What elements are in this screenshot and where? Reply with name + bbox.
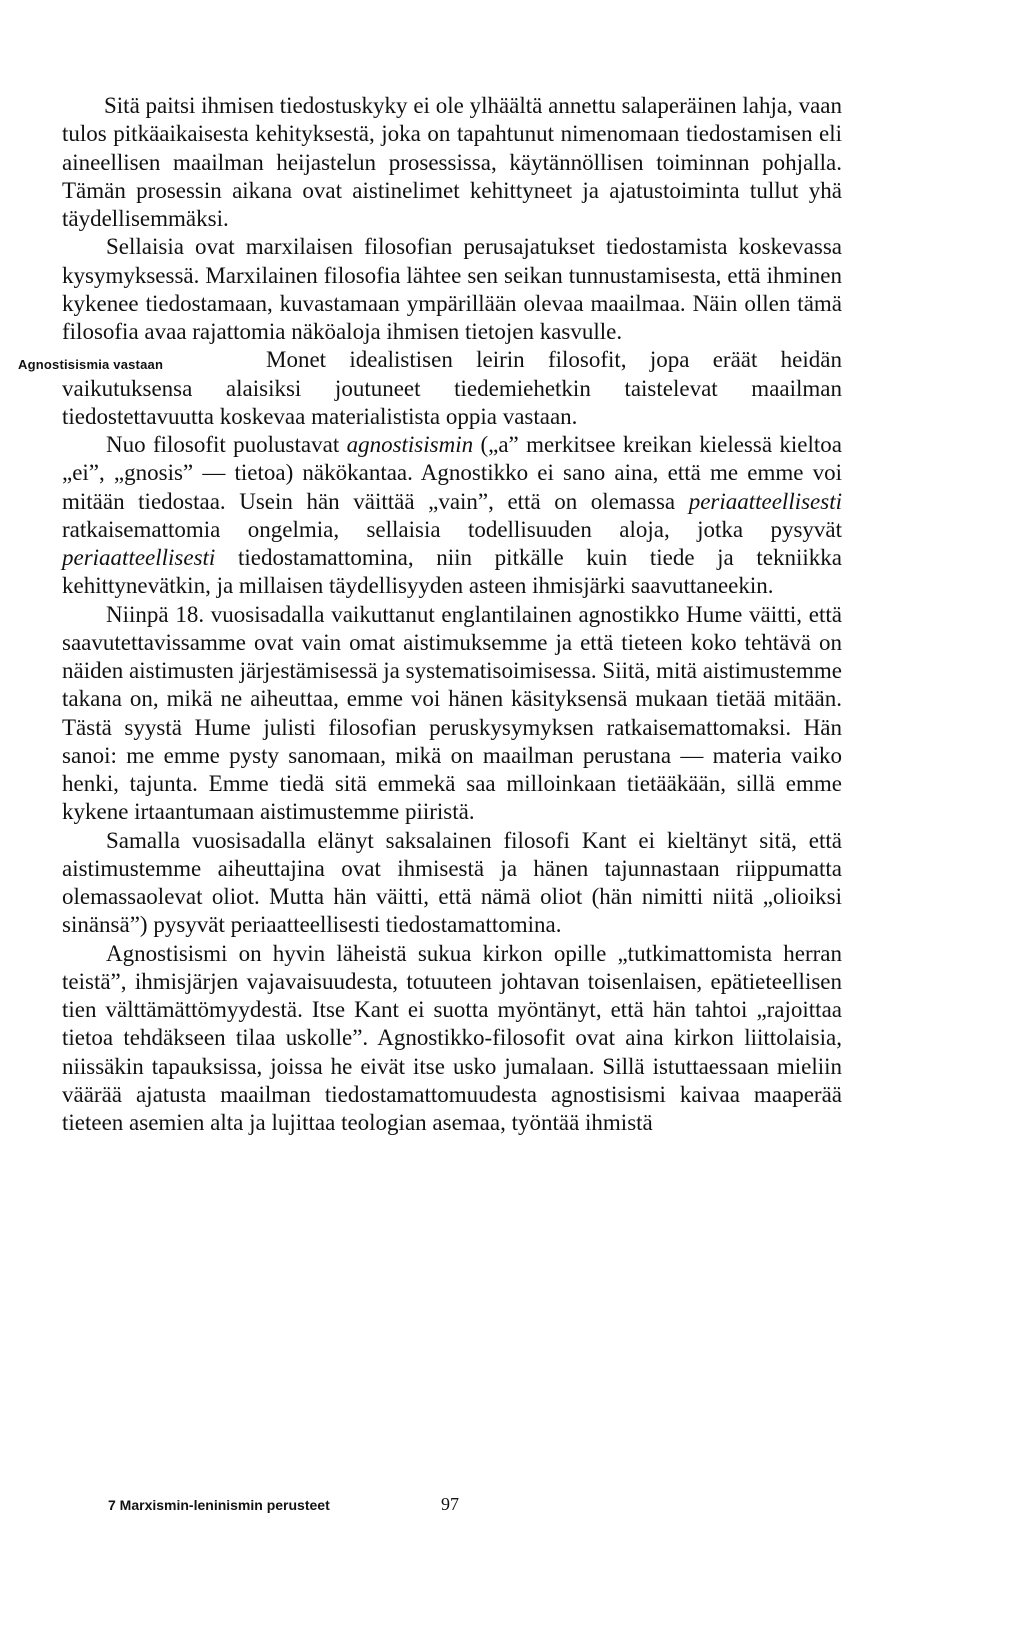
paragraph-3	[18, 346, 842, 431]
paragraph-2: Sellaisia ovat marxilaisen filosofian perusajatukset tiedostamista koskevassa kysymyksessä. Marxilainen filosofia lähtee sen seikan tunnustamisesta, että ihminen kykenee tiedostamaan, kuvastamaan ympärillään olevaa maailmaa. Näin ollen tämä filosofia avaa rajattomia näköaloja ihmisen tietojen kasvulle.	[62, 234, 842, 344]
paragraph-4-part-1: Nuo filosofit puolustavat	[106, 432, 347, 457]
page-number: 97	[441, 1494, 459, 1514]
paragraph-5: Niinpä 18. vuosisadalla vaikuttanut englantilainen agnostikko Hume väitti, että saavutettavissamme ovat vain omat aistimuksemme ja että tieteen koko tehtävä on näiden aistimusten järjestämisessä ja systematisoimisessa. Siitä, mitä aistimustemme takana on, mikä ne aiheuttaa, emme voi hänen käsityksensä mukaan tietää mitään. Tästä syystä Hume julisti filosofian peruskysymyksen ratkaisemattomaksi. Hän sanoi: me emme pysty sanomaan, mikä on maailman perustana — materia vaiko henki, tajunta. Emme tiedä sitä emmekä saa milloinkaan tietääkään, sillä emme kykene irtaantumaan aistimustemme piiristä.	[62, 601, 842, 825]
paragraph-4-part-4: tiedostamattomina, niin pitkälle kuin tiede ja tekniikka kehittynevätkin, ja millaisen täydellisyyden asteen ihmisjärki saavuttaneekin.	[62, 545, 842, 599]
margin-note: Agnostisismia vastaan	[18, 357, 164, 373]
paragraph-7: Agnostisismi on hyvin läheistä sukua kirkon opille „tutkimattomista herran teistä”, ihmisjärjen vajavaisuudesta, totuuteen johtavan toisenlaisen, epätieteellisen tien välttämättömyydestä. Itse Kant ei suotta myöntänyt, että hän tahtoi „rajoittaa tietoa tehdäkseen tilaa uskolle”. Agnostikko-filosofit ovat aina kirkon liittolaisia, niissäkin tapauksissa, joissa he eivät itse usko jumalaan. Sillä istuttaessaan mieliin väärää ajatusta maailman tiedostamattomuudesta agnostisismi kaivaa maaperää tieteen asemien alta ja lujittaa teologian asemaa, työntää ihmistä	[62, 940, 842, 1135]
paragraph-4-emphasis-1: agnostisismin	[346, 432, 474, 457]
paragraph-4-emphasis-3: periaatteellisesti	[62, 545, 216, 570]
book-page	[18, 92, 842, 1592]
paragraph-4-part-2: („a” merkitsee kreikan kielessä kieltoa „ei”, „gnosis” — tietoa) näkökantaa. Agnostikko ei sano aina, että me emme voi mitään tiedostaa. Usein hän väittää „vain”, että on olemassa	[62, 432, 842, 514]
paragraph-3-text: Monet idealistisen leirin filosofit, jopa eräät heidän vaikutuksensa alaisiksi joutuneet tiedemiehetkin taistelevat maailman tiedostettavuutta koskevaa materialistista oppia vastaan.	[62, 347, 842, 429]
page-footer	[108, 1495, 628, 1515]
paragraph-6: Samalla vuosisadalla elänyt saksalainen filosofi Kant ei kieltänyt sitä, että aistimustemme aiheuttajina ovat ihmisestä ja hänen tajunnastaan riippumatta olemassaolevat oliot. Mutta hän väitti, että nämä oliot (hän nimitti niitä „olioiksi sinänsä”) pysyvät periaatteellisesti tiedostamattomina.	[62, 827, 842, 938]
printer-signature: 7 Marxismin-leninismin perusteet	[108, 1497, 330, 1513]
paragraph-1: Sitä paitsi ihmisen tiedostuskyky ei ole ylhäältä annettu salaperäinen lahja, vaan tulos pitkäaikaisesta kehityksestä, joka on tapahtunut nimenomaan tiedostamisen eli aineellisen maailman heijastelun prosessissa, käytännöllisen toiminnan pohjalla. Tämän prosessin aikana ovat aistinelimet kehittyneet ja ajatustoiminta tullut yhä täydellisemmäksi.	[62, 93, 842, 231]
paragraph-4-part-3: ratkaisemattomia ongelmia, sellaisia todellisuuden aloja, jotka pysyvät	[62, 516, 842, 542]
paragraph-4-emphasis-2: periaatteellisesti	[688, 488, 842, 514]
paragraph-4	[62, 431, 842, 601]
